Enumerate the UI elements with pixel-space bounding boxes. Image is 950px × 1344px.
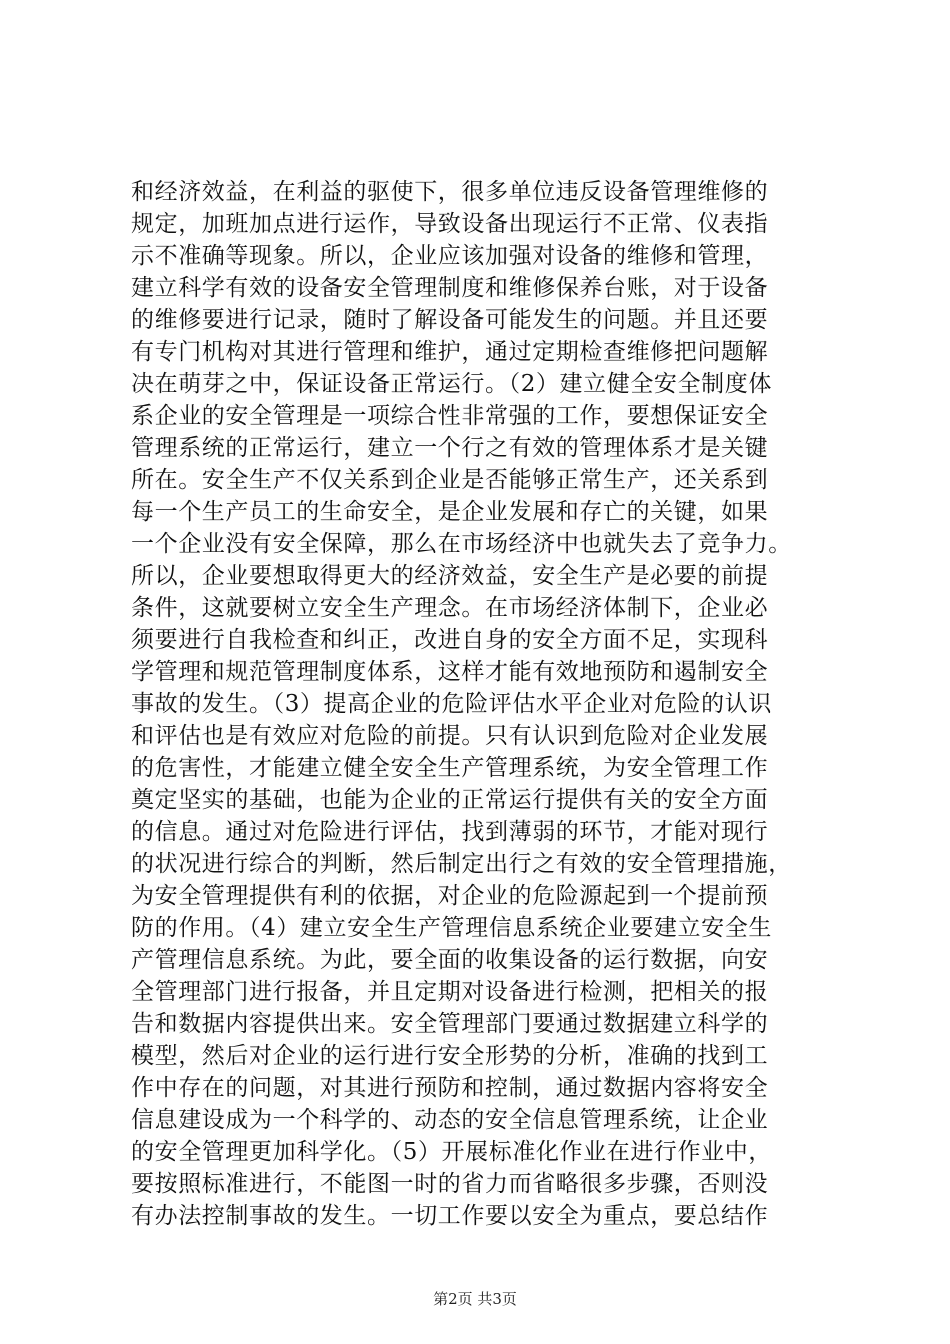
text-line: 事故的发生。（3）提高企业的危险评估水平企业对危险的认识 (131, 691, 772, 717)
text-line: 的状况进行综合的判断，然后制定出行之有效的安全管理措施， (131, 851, 792, 877)
text-line: 管理系统的正常运行，建立一个行之有效的管理体系才是关键 (131, 435, 769, 461)
text-line: 决在萌芽之中，保证设备正常运行。（2）建立健全安全制度体 (131, 371, 772, 397)
text-line: 作中存在的问题，对其进行预防和控制，通过数据内容将安全 (131, 1075, 769, 1101)
text-line: 的信息。通过对危险进行评估，找到薄弱的环节，才能对现行 (131, 819, 769, 845)
text-line: 规定，加班加点进行运作，导致设备出现运行不正常、仪表指 (131, 211, 769, 237)
text-line: 告和数据内容提供出来。安全管理部门要通过数据建立科学的 (131, 1011, 769, 1037)
text-line: 全管理部门进行报备，并且定期对设备进行检测，把相关的报 (131, 979, 769, 1005)
text-line: 所在。安全生产不仅关系到企业是否能够正常生产，还关系到 (131, 467, 769, 493)
text-line: 和经济效益，在利益的驱使下，很多单位违反设备管理维修的 (131, 179, 769, 205)
text-line: 要按照标准进行，不能图一时的省力而省略很多步骤，否则没 (131, 1171, 769, 1197)
text-line: 学管理和规范管理制度体系，这样才能有效地预防和遏制安全 (131, 659, 769, 685)
text-line: 有办法控制事故的发生。一切工作要以安全为重点，要总结作 (131, 1203, 769, 1229)
text-line: 系企业的安全管理是一项综合性非常强的工作，要想保证安全 (131, 403, 769, 429)
text-line: 建立科学有效的设备安全管理制度和维修保养台账，对于设备 (131, 275, 769, 301)
text-line: 须要进行自我检查和纠正，改进自身的安全方面不足，实现科 (131, 627, 769, 653)
text-line: 所以，企业要想取得更大的经济效益，安全生产是必要的前提 (131, 563, 769, 589)
text-line: 的维修要进行记录，随时了解设备可能发生的问题。并且还要 (131, 307, 769, 333)
page-number-footer: 第2页 共3页 (433, 1290, 517, 1308)
body-text (131, 176, 851, 1232)
text-line: 有专门机构对其进行管理和维护，通过定期检查维修把问题解 (131, 339, 769, 365)
text-line: 模型，然后对企业的运行进行安全形势的分析，准确的找到工 (131, 1043, 769, 1069)
text-line: 信息建设成为一个科学的、动态的安全信息管理系统，让企业 (131, 1107, 769, 1133)
text-line: 奠定坚实的基础，也能为企业的正常运行提供有关的安全方面 (131, 787, 769, 813)
text-line: 每一个生产员工的生命安全，是企业发展和存亡的关键，如果 (131, 499, 769, 525)
text-line: 为安全管理提供有利的依据，对企业的危险源起到一个提前预 (131, 883, 769, 909)
text-line: 示不准确等现象。所以，企业应该加强对设备的维修和管理， (131, 243, 769, 269)
text-line: 一个企业没有安全保障，那么在市场经济中也就失去了竞争力。 (131, 531, 792, 557)
text-line: 条件，这就要树立安全生产理念。在市场经济体制下，企业必 (131, 595, 769, 621)
text-line: 产管理信息系统。为此，要全面的收集设备的运行数据，向安 (131, 947, 769, 973)
text-line: 的安全管理更加科学化。（5）开展标准化作业在进行作业中， (131, 1139, 772, 1165)
text-line: 的危害性，才能建立健全安全生产管理系统，为安全管理工作 (131, 755, 769, 781)
text-line: 和评估也是有效应对危险的前提。只有认识到危险对企业发展 (131, 723, 769, 749)
text-line: 防的作用。（4）建立安全生产管理信息系统企业要建立安全生 (131, 915, 772, 941)
